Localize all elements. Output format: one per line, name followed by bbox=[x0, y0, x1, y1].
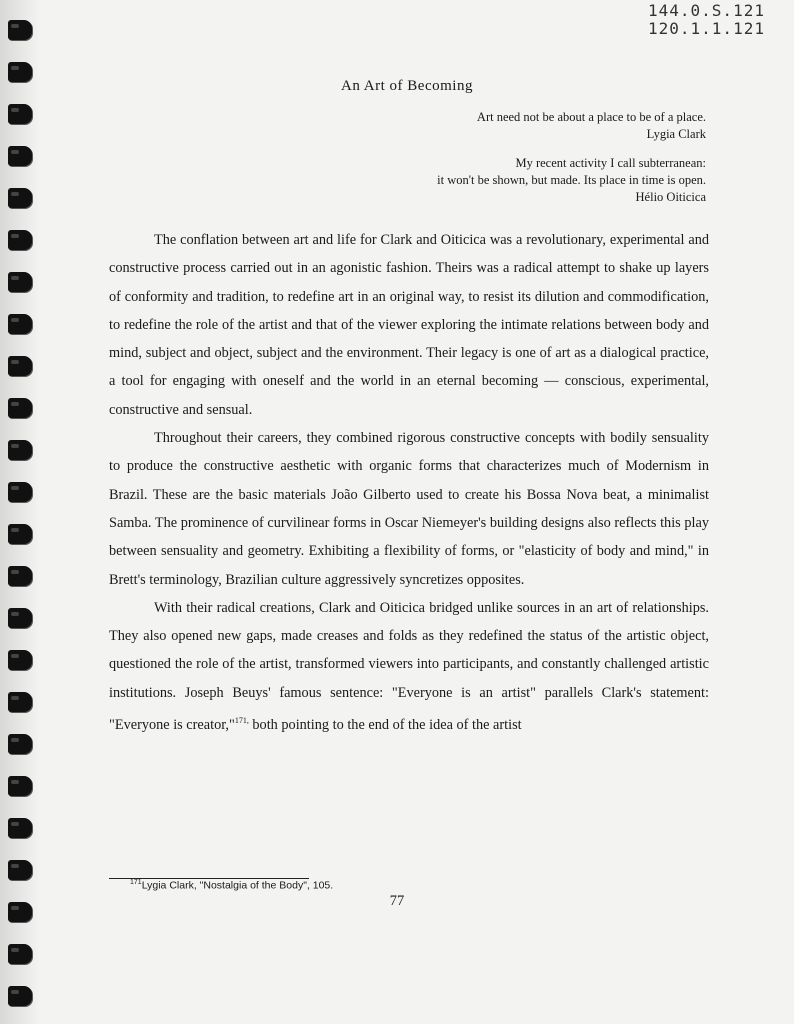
binding-ring bbox=[8, 860, 32, 880]
binding-ring bbox=[8, 146, 32, 166]
binding-ring bbox=[8, 818, 32, 838]
binding-ring bbox=[8, 944, 32, 964]
paragraph-text: both pointing to the end of the idea of the artist bbox=[248, 716, 522, 733]
binding-ring bbox=[8, 692, 32, 712]
binding-ring bbox=[8, 440, 32, 460]
binding-ring bbox=[8, 650, 32, 670]
binding-ring bbox=[8, 20, 32, 40]
chapter-title: An Art of Becoming bbox=[341, 78, 473, 94]
epigraph-author: Lygia Clark bbox=[646, 127, 706, 141]
binding-ring bbox=[8, 272, 32, 292]
binding-ring bbox=[8, 230, 32, 250]
footnote bbox=[130, 879, 333, 892]
binding-ring bbox=[8, 188, 32, 208]
binding-ring bbox=[8, 482, 32, 502]
binding-ring bbox=[8, 986, 32, 1006]
epigraph-line: Art need not be about a place to be of a place. bbox=[476, 110, 706, 124]
paragraph: Throughout their careers, they combined rigorous constructive concepts with bodily sensuality to produce the constructive aesthetic with organic forms that characterizes much of Modernism in Brazil. These are the basic materials João Gilberto used to create his Bossa Nova beat, a minimalist Samba. The prominence of curvilinear forms in Oscar Niemeyer's building designs also reflects this play between sensuality and geometry. Exhibiting a flexibility of forms, or "elasticity of body and mind," in Brett's terminology, Brazilian culture aggressively syncretizes opposites. bbox=[109, 430, 709, 588]
binding-ring bbox=[8, 398, 32, 418]
epigraph-line: it won't be shown, but made. Its place in time is open. bbox=[437, 173, 706, 187]
footnote-reference: 171, bbox=[234, 716, 249, 726]
paragraph: The conflation between art and life for Clark and Oiticica was a revolutionary, experimental and constructive process carried out in an agonistic fashion. Theirs was a radical attempt to shake up layers of conformity and tradition, to redefine art in an original way, to resist its dilution and commodification, to redefine the role of the artist and that of the viewer exploring the intimate relations between body and mind, subject and object, subject and the environment. Their legacy is one of art as a dialogical practice, a tool for engaging with oneself and the world in an eternal becoming — conscious, experimental, constructive and sensual. bbox=[109, 232, 709, 418]
catalog-number bbox=[648, 2, 768, 38]
epigraph-clark bbox=[477, 109, 706, 143]
binding-ring bbox=[8, 356, 32, 376]
footnote-number: 171 bbox=[130, 879, 142, 886]
catalog-mark: 144.0.S.121 bbox=[648, 1, 765, 20]
binding-ring bbox=[8, 524, 32, 544]
page-number: 77 bbox=[389, 893, 405, 909]
binding-ring bbox=[8, 104, 32, 124]
epigraph-author: Hélio Oiticica bbox=[635, 190, 706, 204]
paragraph-text: With their radical creations, Clark and Oiticica bridged unlike sources in an art of relationships. They also opened new gaps, made creases and folds as they redefined the status of the artistic object, questioned the role of the artist, transformed viewers into participants, and constantly challenged artistic institutions. Joseph Beuys' famous sentence: "Everyone is an artist" parallels Clark's statement: "Everyone is creator," bbox=[109, 599, 709, 733]
binding-ring bbox=[8, 734, 32, 754]
catalog-mark: 120.1.1.121 bbox=[648, 19, 765, 38]
binding-ring bbox=[8, 608, 32, 628]
footnote-text: Lygia Clark, "Nostalgia of the Body", 105. bbox=[141, 879, 334, 892]
binding-ring bbox=[8, 776, 32, 796]
binding-ring bbox=[8, 314, 32, 334]
spiral-binding bbox=[0, 0, 40, 1024]
binding-ring bbox=[8, 566, 32, 586]
paragraph bbox=[109, 594, 709, 739]
body-text bbox=[109, 226, 709, 739]
epigraph-line: My recent activity I call subterranean: bbox=[515, 156, 706, 170]
epigraph-oiticica bbox=[437, 155, 706, 206]
